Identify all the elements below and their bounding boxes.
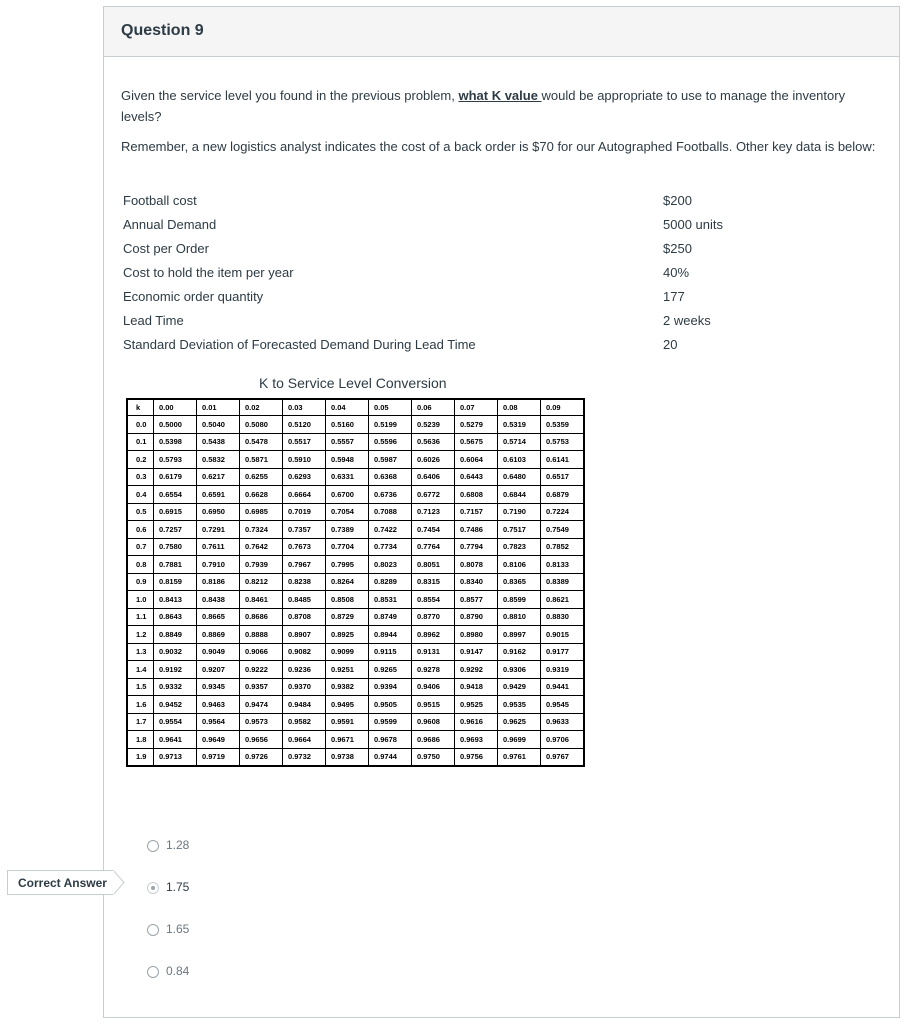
table-row [127,556,584,574]
table-cell: 0.5636 [412,433,455,451]
table-cell: 0.8485 [283,591,326,609]
table-cell: 0.7967 [283,556,326,574]
table-cell: 0.8264 [326,573,369,591]
key-data-value: 5000 units [663,217,723,232]
table-k-cell: 0.5 [127,503,154,521]
table-cell: 0.9616 [455,713,498,731]
key-data-label: Annual Demand [123,217,217,232]
table-k-cell: 0.0 [127,416,154,434]
table-row [127,731,584,749]
table-cell: 0.6915 [154,503,197,521]
table-cell: 0.9744 [369,748,412,766]
table-k-cell: 0.4 [127,486,154,504]
table-cell: 0.8577 [455,591,498,609]
table-cell: 0.9162 [498,643,541,661]
table-row [127,608,584,626]
table-cell: 0.8944 [369,626,412,644]
table-cell: 0.9147 [455,643,498,661]
table-cell: 0.9664 [283,731,326,749]
table-k-cell: 1.5 [127,678,154,696]
table-row [127,696,584,714]
table-cell: 0.5557 [326,433,369,451]
table-cell: 0.8849 [154,626,197,644]
table-k-cell: 1.2 [127,626,154,644]
table-cell: 0.5199 [369,416,412,434]
table-k-cell: 0.2 [127,451,154,469]
table-header-cell: 0.04 [326,399,369,416]
table-row [127,678,584,696]
table-cell: 0.9525 [455,696,498,714]
table-cell: 0.9515 [412,696,455,714]
question-header [104,7,899,57]
table-cell: 0.9406 [412,678,455,696]
table-cell: 0.7422 [369,521,412,539]
table-cell: 0.7910 [197,556,240,574]
table-cell: 0.8106 [498,556,541,574]
answer-label: 1.65 [166,922,190,936]
key-data-label: Lead Time [123,313,184,328]
radio-button-icon[interactable] [147,840,159,852]
table-cell: 0.8770 [412,608,455,626]
table-cell: 0.5359 [541,416,585,434]
table-cell: 0.9656 [240,731,283,749]
table-cell: 0.9049 [197,643,240,661]
k-service-level-table [126,398,585,767]
table-row [127,626,584,644]
table-row [127,468,584,486]
table-cell: 0.8830 [541,608,585,626]
radio-button-icon[interactable] [147,924,159,936]
table-k-cell: 0.1 [127,433,154,451]
table-row [127,538,584,556]
table-cell: 0.5948 [326,451,369,469]
table-cell: 0.6591 [197,486,240,504]
table-cell: 0.6064 [455,451,498,469]
table-cell: 0.8643 [154,608,197,626]
table-cell: 0.5753 [541,433,585,451]
table-cell: 0.9115 [369,643,412,661]
table-cell: 0.5478 [240,433,283,451]
table-cell: 0.8686 [240,608,283,626]
table-cell: 0.7764 [412,538,455,556]
table-cell: 0.8461 [240,591,283,609]
table-cell: 0.6700 [326,486,369,504]
table-cell: 0.8962 [412,626,455,644]
table-cell: 0.7549 [541,521,585,539]
table-cell: 0.8315 [412,573,455,591]
table-cell: 0.8365 [498,573,541,591]
table-k-cell: 0.3 [127,468,154,486]
table-k-cell: 1.9 [127,748,154,766]
table-cell: 0.9082 [283,643,326,661]
table-cell: 0.8212 [240,573,283,591]
table-cell: 0.7486 [455,521,498,539]
table-cell: 0.8340 [455,573,498,591]
table-cell: 0.9756 [455,748,498,766]
table-cell: 0.9066 [240,643,283,661]
table-cell: 0.9370 [283,678,326,696]
radio-button-icon[interactable] [147,882,159,894]
table-cell: 0.8925 [326,626,369,644]
table-header-cell: 0.07 [455,399,498,416]
table-cell: 0.7088 [369,503,412,521]
table-cell: 0.7881 [154,556,197,574]
table-cell: 0.9761 [498,748,541,766]
table-cell: 0.7324 [240,521,283,539]
table-cell: 0.9474 [240,696,283,714]
table-cell: 0.9693 [455,731,498,749]
table-cell: 0.8531 [369,591,412,609]
table-cell: 0.5239 [412,416,455,434]
table-cell: 0.8438 [197,591,240,609]
key-data-value: $200 [663,193,692,208]
table-cell: 0.9319 [541,661,585,679]
table-cell: 0.9767 [541,748,585,766]
table-cell: 0.8621 [541,591,585,609]
table-header-cell: 0.03 [283,399,326,416]
question-prompt [121,85,881,127]
table-cell: 0.9573 [240,713,283,731]
table-cell: 0.5675 [455,433,498,451]
key-data-label: Cost to hold the item per year [123,265,294,280]
table-cell: 0.9306 [498,661,541,679]
table-row [127,661,584,679]
table-cell: 0.9265 [369,661,412,679]
table-row [127,503,584,521]
table-cell: 0.9750 [412,748,455,766]
table-cell: 0.6443 [455,468,498,486]
table-cell: 0.9505 [369,696,412,714]
table-cell: 0.9032 [154,643,197,661]
table-cell: 0.9678 [369,731,412,749]
table-cell: 0.9738 [326,748,369,766]
table-cell: 0.9686 [412,731,455,749]
table-cell: 0.9641 [154,731,197,749]
table-k-cell: 1.8 [127,731,154,749]
prompt-text: Given the service level you found in the previous problem, [121,88,459,103]
table-cell: 0.9207 [197,661,240,679]
table-cell: 0.7389 [326,521,369,539]
table-cell: 0.6255 [240,468,283,486]
table-cell: 0.8665 [197,608,240,626]
table-k-cell: 0.8 [127,556,154,574]
prompt-text-end: would be appropriate to use to manage the inventory levels? [121,88,846,124]
table-cell: 0.9713 [154,748,197,766]
table-cell: 0.8289 [369,573,412,591]
table-cell: 0.8023 [369,556,412,574]
table-row [127,643,584,661]
table-cell: 0.6772 [412,486,455,504]
table-cell: 0.8907 [283,626,326,644]
table-cell: 0.9418 [455,678,498,696]
table-cell: 0.9495 [326,696,369,714]
table-cell: 0.9222 [240,661,283,679]
table-cell: 0.9177 [541,643,585,661]
table-cell: 0.9394 [369,678,412,696]
table-cell: 0.9726 [240,748,283,766]
table-cell: 0.8599 [498,591,541,609]
table-cell: 0.6844 [498,486,541,504]
table-cell: 0.5438 [197,433,240,451]
key-data-label: Standard Deviation of Forecasted Demand During Lead Time [123,337,476,352]
table-k-cell: 1.0 [127,591,154,609]
table-cell: 0.9236 [283,661,326,679]
table-k-cell: 1.1 [127,608,154,626]
table-cell: 0.6406 [412,468,455,486]
table-cell: 0.9582 [283,713,326,731]
table-cell: 0.9625 [498,713,541,731]
table-cell: 0.5080 [240,416,283,434]
key-data-label: Football cost [123,193,197,208]
table-cell: 0.6950 [197,503,240,521]
table-k-cell: 0.9 [127,573,154,591]
table-cell: 0.8389 [541,573,585,591]
table-cell: 0.6736 [369,486,412,504]
question-card [103,6,900,1018]
table-cell: 0.6985 [240,503,283,521]
table-cell: 0.6217 [197,468,240,486]
table-cell: 0.9429 [498,678,541,696]
table-header-cell: 0.01 [197,399,240,416]
table-cell: 0.7454 [412,521,455,539]
table-cell: 0.8888 [240,626,283,644]
table-cell: 0.5832 [197,451,240,469]
table-header-cell: 0.08 [498,399,541,416]
table-cell: 0.5714 [498,433,541,451]
key-data-value: 177 [663,289,685,304]
table-cell: 0.6808 [455,486,498,504]
table-cell: 0.5910 [283,451,326,469]
table-cell: 0.6331 [326,468,369,486]
table-cell: 0.7054 [326,503,369,521]
table-cell: 0.7673 [283,538,326,556]
table-row [127,573,584,591]
table-cell: 0.7704 [326,538,369,556]
table-cell: 0.6141 [541,451,585,469]
table-cell: 0.8133 [541,556,585,574]
table-cell: 0.9671 [326,731,369,749]
key-data-value: 40% [663,265,690,280]
table-cell: 0.8708 [283,608,326,626]
table-header-cell: 0.06 [412,399,455,416]
table-cell: 0.9192 [154,661,197,679]
table-cell: 0.9554 [154,713,197,731]
table-cell: 0.5871 [240,451,283,469]
table-cell: 0.7823 [498,538,541,556]
table-cell: 0.9591 [326,713,369,731]
table-cell: 0.8997 [498,626,541,644]
table-cell: 0.9633 [541,713,585,731]
table-header-cell: 0.02 [240,399,283,416]
table-cell: 0.6517 [541,468,585,486]
table-cell: 0.8159 [154,573,197,591]
table-cell: 0.9332 [154,678,197,696]
table-cell: 0.9699 [498,731,541,749]
table-cell: 0.8186 [197,573,240,591]
table-cell: 0.8749 [369,608,412,626]
question-remember: Remember, a new logistics analyst indicates the cost of a back order is $70 for our Autographed Footballs. Other key data is below: [121,139,876,154]
table-cell: 0.5596 [369,433,412,451]
table-cell: 0.6664 [283,486,326,504]
table-cell: 0.8078 [455,556,498,574]
question-title: Question 9 [121,22,204,39]
table-cell: 0.9649 [197,731,240,749]
table-row [127,713,584,731]
table-header-row [127,399,584,416]
correct-answer-tag [7,870,114,895]
answer-label: 0.84 [166,964,190,978]
table-cell: 0.8508 [326,591,369,609]
table-cell: 0.9545 [541,696,585,714]
table-cell: 0.9719 [197,748,240,766]
prompt-emphasis: what K value [458,88,542,103]
table-cell: 0.9608 [412,713,455,731]
table-cell: 0.5517 [283,433,326,451]
table-cell: 0.7123 [412,503,455,521]
table-cell: 0.6179 [154,468,197,486]
table-cell: 0.9564 [197,713,240,731]
table-k-cell: 1.4 [127,661,154,679]
table-cell: 0.8413 [154,591,197,609]
table-cell: 0.6628 [240,486,283,504]
table-cell: 0.5279 [455,416,498,434]
table-cell: 0.8869 [197,626,240,644]
table-cell: 0.9251 [326,661,369,679]
table-cell: 0.6368 [369,468,412,486]
table-cell: 0.8729 [326,608,369,626]
table-cell: 0.9345 [197,678,240,696]
table-cell: 0.5120 [283,416,326,434]
table-cell: 0.7291 [197,521,240,539]
table-cell: 0.7734 [369,538,412,556]
correct-answer-label: Correct Answer [18,876,107,890]
table-cell: 0.6554 [154,486,197,504]
table-k-cell: 1.3 [127,643,154,661]
table-cell: 0.9452 [154,696,197,714]
table-cell: 0.7157 [455,503,498,521]
answer-label: 1.28 [166,838,190,852]
table-cell: 0.7019 [283,503,326,521]
table-cell: 0.7224 [541,503,585,521]
table-cell: 0.9463 [197,696,240,714]
table-header-cell: 0.05 [369,399,412,416]
table-cell: 0.7939 [240,556,283,574]
table-cell: 0.9599 [369,713,412,731]
table-cell: 0.9441 [541,678,585,696]
table-row [127,486,584,504]
key-data-label: Cost per Order [123,241,209,256]
table-cell: 0.7257 [154,521,197,539]
table-cell: 0.8051 [412,556,455,574]
table-cell: 0.6879 [541,486,585,504]
table-cell: 0.9535 [498,696,541,714]
table-cell: 0.7794 [455,538,498,556]
table-header-cell: k [127,399,154,416]
table-row [127,451,584,469]
table-cell: 0.7190 [498,503,541,521]
table-cell: 0.5793 [154,451,197,469]
table-cell: 0.7995 [326,556,369,574]
table-cell: 0.6026 [412,451,455,469]
table-title: K to Service Level Conversion [259,375,447,391]
table-row [127,433,584,451]
table-cell: 0.9382 [326,678,369,696]
table-cell: 0.6103 [498,451,541,469]
table-cell: 0.9278 [412,661,455,679]
table-cell: 0.9732 [283,748,326,766]
table-cell: 0.9015 [541,626,585,644]
table-row [127,591,584,609]
key-data-label: Economic order quantity [123,289,264,304]
radio-button-icon[interactable] [147,966,159,978]
table-cell: 0.5160 [326,416,369,434]
answer-label: 1.75 [166,880,190,894]
table-row [127,748,584,766]
table-row [127,521,584,539]
table-cell: 0.7580 [154,538,197,556]
table-cell: 0.8810 [498,608,541,626]
table-k-cell: 0.6 [127,521,154,539]
table-cell: 0.8554 [412,591,455,609]
table-cell: 0.9292 [455,661,498,679]
table-cell: 0.5987 [369,451,412,469]
table-cell: 0.5319 [498,416,541,434]
table-cell: 0.7611 [197,538,240,556]
key-data-value: 2 weeks [663,313,711,328]
table-header-cell: 0.00 [154,399,197,416]
table-header-cell: 0.09 [541,399,585,416]
table-k-cell: 0.7 [127,538,154,556]
table-cell: 0.9484 [283,696,326,714]
table-k-cell: 1.6 [127,696,154,714]
key-data-value: 20 [663,337,678,352]
table-cell: 0.9706 [541,731,585,749]
table-cell: 0.8980 [455,626,498,644]
table-cell: 0.9099 [326,643,369,661]
table-cell: 0.9131 [412,643,455,661]
table-cell: 0.8238 [283,573,326,591]
table-cell: 0.7357 [283,521,326,539]
table-cell: 0.7642 [240,538,283,556]
table-cell: 0.5398 [154,433,197,451]
key-data-value: $250 [663,241,692,256]
table-k-cell: 1.7 [127,713,154,731]
table-cell: 0.8790 [455,608,498,626]
table-cell: 0.7517 [498,521,541,539]
table-cell: 0.5000 [154,416,197,434]
table-cell: 0.7852 [541,538,585,556]
table-cell: 0.6480 [498,468,541,486]
table-cell: 0.6293 [283,468,326,486]
table-row [127,416,584,434]
table-cell: 0.5040 [197,416,240,434]
table-cell: 0.9357 [240,678,283,696]
